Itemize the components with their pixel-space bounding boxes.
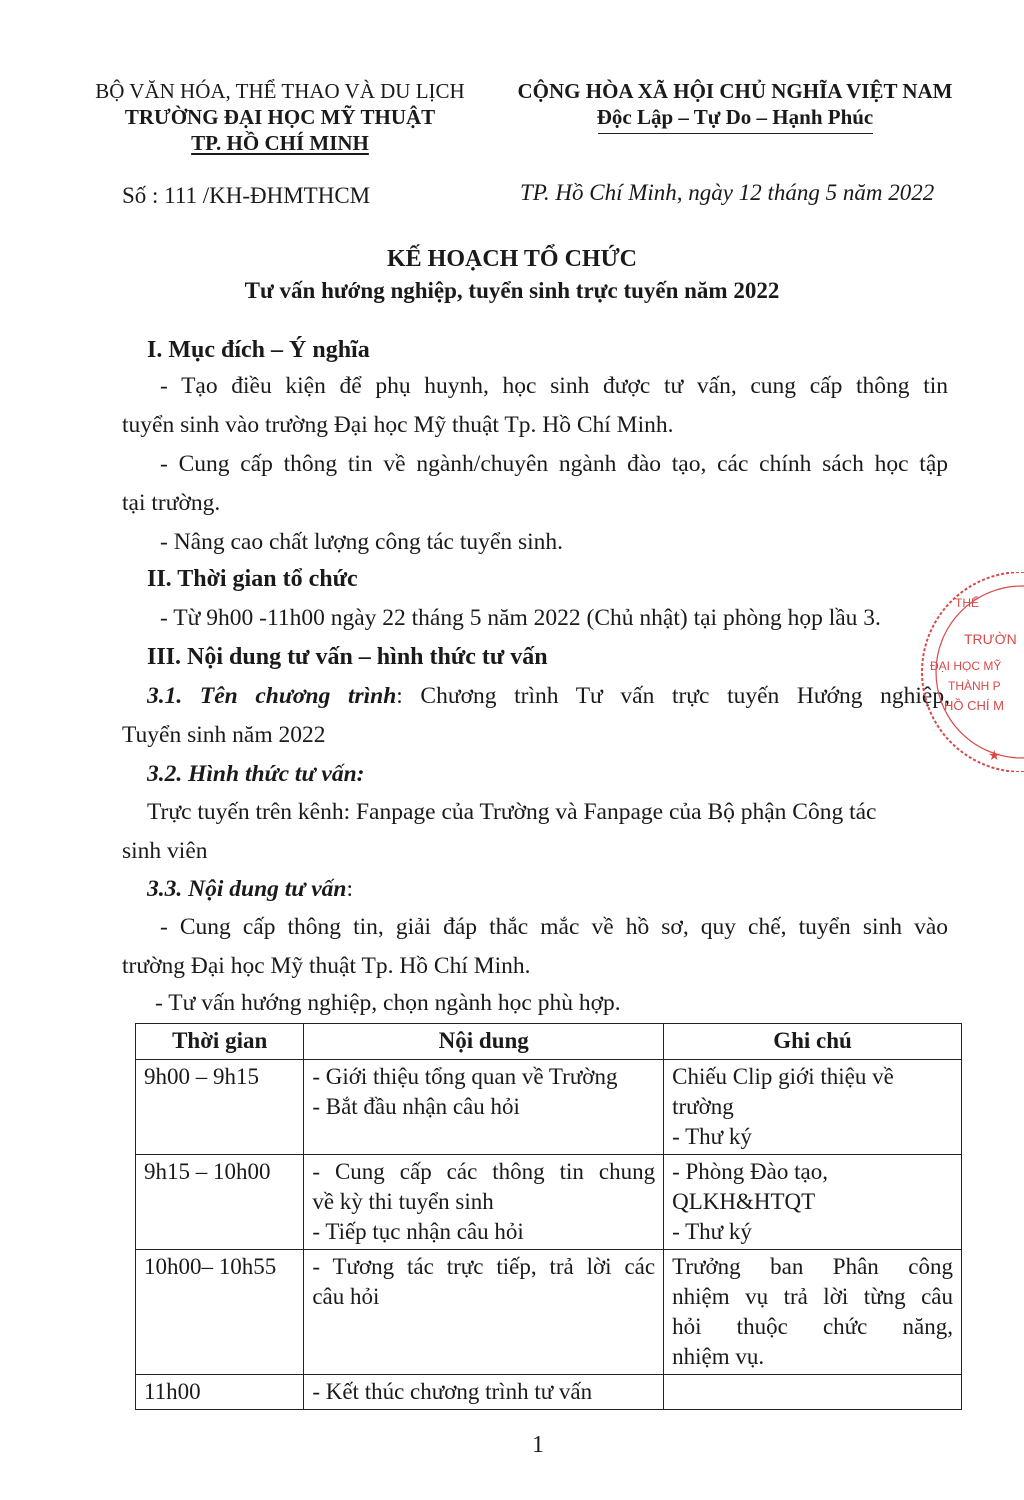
school-name: TRƯỜNG ĐẠI HỌC MỸ THUẬT [124,105,436,129]
ministry-name: BỘ VĂN HÓA, THỂ THAO VÀ DU LỊCH [95,79,465,103]
note-line: - Thư ký [672,1219,752,1244]
section-3-2-line-1: Trực tuyến trên kênh: Fanpage của Trường và Fanpage của Bộ phận Công tác [147,799,877,825]
section-3-1-line-2: Tuyển sinh năm 2022 [122,722,326,748]
note-cell [664,1375,962,1410]
section-1-para-1-line-1: - Tạo điều kiện để phụ huynh, học sinh được tư vấn, cung cấp thông tin [160,373,948,399]
place-date: TP. Hồ Chí Minh, ngày 12 tháng 5 năm 2022 [520,180,935,205]
content-line: - Bắt đầu nhận câu hỏi [312,1094,520,1119]
section-3-3-para-2: - Tư vấn hướng nghiệp, chọn ngành học phù hợp. [155,990,621,1016]
ministry-header [60,78,500,156]
section-3-3-para-1-line-2: trường Đại học Mỹ thuật Tp. Hồ Chí Minh. [122,953,531,979]
note-line: nhiệm vụ trả lời từng câu [672,1284,953,1309]
star-icon: ★ [988,748,1001,764]
section-2-heading: II. Thời gian tổ chức [147,566,358,592]
content-line: - Kết thúc chương trình tư vấn [312,1379,593,1404]
stamp-text-line: HỒ CHÍ M [944,698,1004,713]
section-3-1-line-1 [147,683,950,710]
time-cell: 11h00 [136,1375,304,1410]
section-3-1-label: 3.1. Tên chương trình [147,683,397,709]
content-line: - Tương tác trực tiếp, trả lời các [312,1254,656,1279]
content-cell [304,1155,664,1250]
document-subtitle: Tư vấn hướng nghiệp, tuyển sinh trực tuyến năm 2022 [244,278,780,303]
section-3-1-text: : Chương trình Tư vấn trực tuyến Hướng nghiệp, [396,683,950,709]
document-number: Số : 111 /KH-ĐHMTHCM [122,183,371,208]
column-header-note: Ghi chú [664,1024,962,1060]
content-cell [304,1375,664,1410]
note-cell [664,1060,962,1155]
table-row [136,1060,962,1155]
document-title: KẾ HOẠCH TỔ CHỨC [386,246,638,272]
note-cell [664,1250,962,1375]
note-line: trường [672,1094,734,1119]
section-1-para-2-line-2: tại trường. [122,490,221,516]
section-3-3-para-1-line-1: - Cung cấp thông tin, giải đáp thắc mắc về hồ sơ, quy chế, tuyển sinh vào [160,914,948,940]
section-1-heading: I. Mục đích – Ý nghĩa [147,337,370,363]
content-line: - Tiếp tục nhận câu hỏi [312,1219,524,1244]
time-cell: 9h15 – 10h00 [136,1155,304,1250]
note-line: hỏi thuộc chức năng, [672,1314,953,1339]
stamp-text-line: THỂ [955,596,979,610]
republic-header [500,78,970,130]
section-3-heading: III. Nội dung tư vấn – hình thức tư vấn [147,644,548,670]
time-cell: 10h00– 10h55 [136,1250,304,1375]
note-line: - Phòng Đào tạo, [672,1159,828,1184]
column-header-content: Nội dung [304,1024,664,1060]
note-cell [664,1155,962,1250]
section-1-para-2-line-1: - Cung cấp thông tin về ngành/chuyên ngành đào tạo, các chính sách học tập [160,451,948,477]
section-1-para-1-line-2: tuyển sinh vào trường Đại học Mỹ thuật Tp. Hồ Chí Minh. [122,412,674,438]
stamp-text-line: TRƯỜN [964,631,1017,647]
table-row [136,1155,962,1250]
official-seal-stamp [910,572,1024,772]
content-cell [304,1060,664,1155]
stamp-text-line: ĐẠI HỌC MỸ [930,659,1002,673]
section-3-2-line-2: sinh viên [122,838,208,864]
page-number: 1 [532,1432,544,1458]
content-line: - Giới thiệu tổng quan về Trường [312,1064,618,1089]
note-line: - Thư ký [672,1124,752,1149]
republic-name: CỘNG HÒA XÃ HỘI CHỦ NGHĨA VIỆT NAM [517,79,953,103]
note-line: Trưởng ban Phân công [672,1254,953,1279]
national-motto: Độc Lập – Tự Do – Hạnh Phúc [596,105,874,129]
content-line: câu hỏi [312,1284,380,1309]
table-row [136,1250,962,1375]
note-line: Chiếu Clip giới thiệu về [672,1064,894,1089]
section-3-3-label-line [147,876,353,903]
section-3-3-label: 3.3. Nội dung tư vấn [147,876,347,902]
content-line: - Cung cấp các thông tin chung [312,1159,656,1184]
note-line: nhiệm vụ. [672,1344,765,1369]
content-line: về kỳ thi tuyển sinh [312,1189,494,1214]
school-city: TP. HỒ CHÍ MINH [191,131,369,155]
column-header-time: Thời gian [136,1024,304,1060]
section-3-3-colon: : [346,876,354,902]
section-2-para-1: - Từ 9h00 -11h00 ngày 22 tháng 5 năm 2022 (Chủ nhật) tại phòng họp lầu 3. [160,605,881,631]
note-line: QLKH&HTQT [672,1189,816,1214]
schedule-table [135,1023,962,1410]
table-header-row [136,1024,962,1060]
table-row [136,1375,962,1410]
section-1-para-3: - Nâng cao chất lượng công tác tuyển sinh. [160,529,563,555]
time-cell: 9h00 – 9h15 [136,1060,304,1155]
section-3-2-label: 3.2. Hình thức tư vấn: [147,761,365,787]
content-cell [304,1250,664,1375]
motto-underline [598,133,873,134]
stamp-text-line: THÀNH P [948,679,1001,693]
